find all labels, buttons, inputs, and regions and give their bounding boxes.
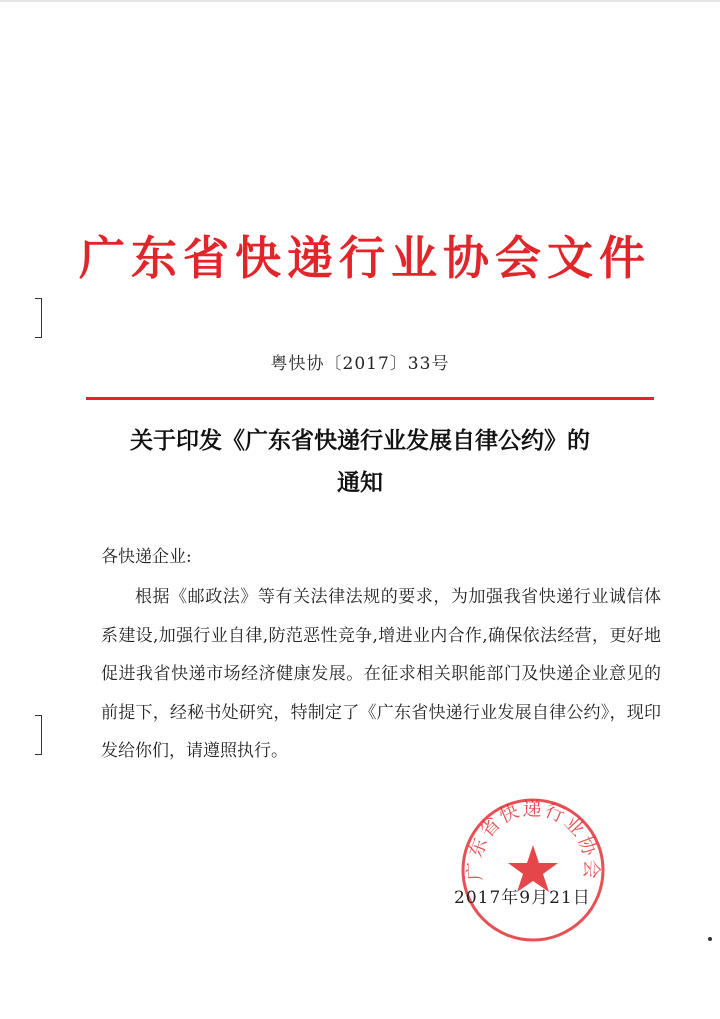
recipient-line: 各快递企业: [101,547,192,567]
binding-mark-top [35,298,42,338]
notice-title-line1: 关于印发《广东省快递行业发展自律公约》的 [130,428,590,454]
scan-edge [0,0,720,2]
issue-date: 2017年9月21日 [454,888,591,908]
official-seal [458,795,608,945]
body-paragraph: 根据《邮政法》等有关法律法规的要求，为加强我省快递行业诚信体系建设,加强行业自律,防范恶性竞争,增进业内合作,确保依法经营，更好地促进我省快递市场经济健康发展。在征求相关职能部门及快递企业意见的前提下，经秘书处研究，特制定了《广东省快递行业发展自律公约》，现印发给你们，请遵照执行。 [101,587,661,761]
seal-text: 广东省快递行业协会 [463,798,603,882]
binding-mark-bottom [35,715,42,755]
red-divider [86,397,654,400]
notice-title-line2: 通知 [337,470,383,496]
notice-title [60,420,660,504]
org-header-title: 广东省快递行业协会文件 [79,231,651,285]
document-number: 粤快协〔2017〕33号 [270,354,450,374]
scan-speck [708,937,712,941]
